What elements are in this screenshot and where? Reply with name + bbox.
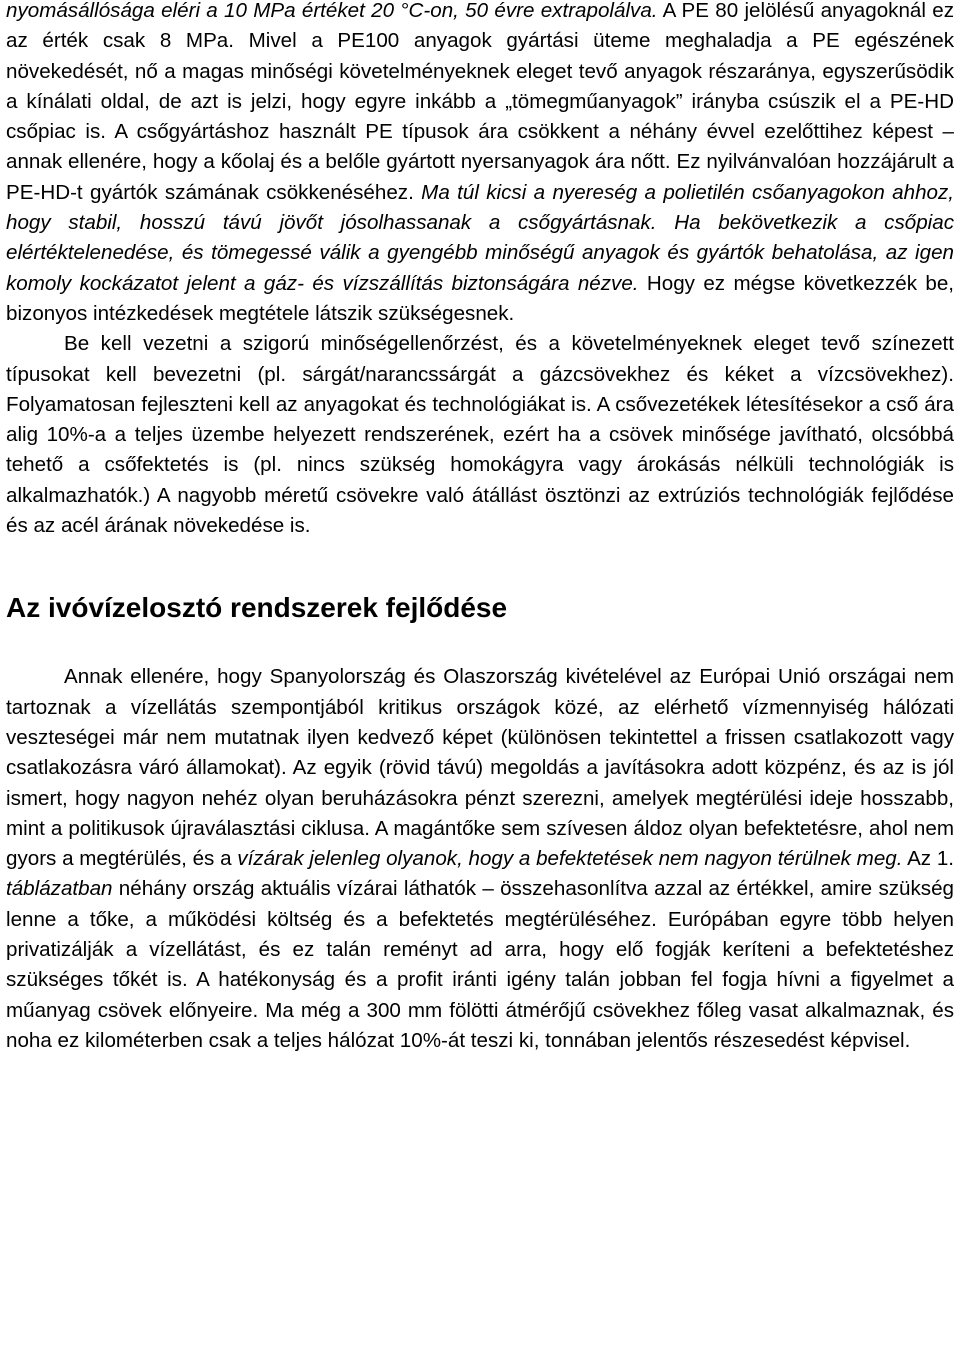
section-heading: Az ivóvízelosztó rendszerek fejlődése — [6, 592, 508, 624]
paragraph-1-sentence-1: nyomásállósága eléri a 10 MPa értéket 20 °C-on, 50 évre extrapolálva. — [6, 0, 658, 22]
paragraph-3-part-5: néhány ország aktuális vízárai láthatók – összehasonlítva azzal az értékkel, amire szükség lenne a tőke, a működési költség és a befektetés megtérüléséhez. Európában egyre több helyen privatizálják a vízellátást, és ez talán reményt ad arra, hogy elő fogják keríteni a befektetéshez szükséges tőkét is. A hatékonyság és a profit iránti igény talán jobban fel fogja hívni a figyelmet a műanyag csövek előnyeire. Ma még a 300 mm fölötti átmérőjű csövekhez főleg vasat alkalmaznak, és noha ez kilométerben csak a teljes hálózat 10%-át teszi ki, tonnában jelentős részesedést képvisel. — [6, 877, 954, 1052]
paragraph-3-part-3: Az 1. — [902, 847, 955, 871]
paragraph-3-part-2: vízárak jelenleg olyanok, hogy a befektetések nem nagyon térülnek meg. — [237, 847, 903, 871]
document-page — [6, 0, 954, 1056]
paragraph-quality-control: Be kell vezetni a szigorú minőségellenőrzést, és a követelményeknek eleget tevő színezett típusokat kell bevezetni (pl. sárgát/narancssárgát a gázcsövekhez és kéket a vízcsövekhez). Folyamatosan fejleszteni kell az anyagokat és technológiákat is. A csővezetékek létesítésekor a cső ára alig 10%-a a teljes üzembe helyezett rendszerének, ezért ha a csövek minősége javítható, olcsóbbá tehető a csőfektetés is (pl. nincs szükség homokágyra vagy árokásás nélküli technológiák is alkalmazhatók.) A nagyobb méretű csövekre való átállást ösztönzi az extrúziós technológiák fejlődése és az acél árának növekedése is. — [6, 332, 954, 538]
paragraph-1-sentence-3: Ma túl kicsi a nyereség a polietilén csőanyagokon ahhoz, hogy stabil, hosszú távú jövőt jósolhassanak a csőgyártásnak. Ha bekövetkezik a csőpiac elértéktelenedése, és tömegessé válik a gyengébb minőségű anyagok és gyártók behatolása, az igen komoly kockázatot jelent a gáz- és vízszállítás biztonságára nézve. — [6, 180, 955, 295]
paragraph-1-sentence-4: Hogy ez mégse következzék be, bizonyos intézkedések megtétele látszik szükségesnek. — [6, 271, 954, 325]
paragraph-3-part-4: táblázatban — [6, 877, 113, 901]
paragraph-pe-pressure — [6, 0, 954, 329]
paragraph-3-part-1: Annak ellenére, hogy Spanyolország és Olaszország kivételével az Európai Unió országai nem tartoznak a vízellátás szempontjából kritikus országok közé, az elérhető vízmennyiség hálózati veszteségei már nem mutatnak ilyen kedvező képet (különösen tekintettel a frissen csatlakozott vagy csatlakozásra váró államokat). Az egyik (rövid távú) megoldás a javításokra adott közpénz, és az is jól ismert, hogy nagyon nehéz olyan beruházásokra pénzt szerezni, amelyek megtérülési ideje hosszabb, mint a politikusok újraválasztási ciklusa. A magántőke sem szívesen áldoz olyan befektetésre, ahol nem gyors a megtérülés, és a — [6, 665, 954, 871]
paragraph-1-sentence-2: A PE 80 jelölésű anyagoknál ez az érték csak 8 MPa. Mivel a PE100 anyagok gyártási üteme meghaladja a PE egészének növekedését, nő a magas minőségi követelményeknek eleget tevő anyagok részaránya, egyszerűsödik a kínálati oldal, de azt is jelzi, hogy egyre inkább a „tömegműanyagok” irányba csúszik el a PE-HD csőpiac is. A csőgyártáshoz használt PE típusok ára csökkent a néhány évvel ezelőttihez képest – annak ellenére, hogy a kőolaj és a belőle gyártott nyersanyagok ára nőtt. Ez nyilvánvalóan hozzájárult a PE-HD-t gyártók számának csökkenéséhez. — [6, 0, 954, 204]
paragraph-water-distribution — [6, 662, 954, 1056]
